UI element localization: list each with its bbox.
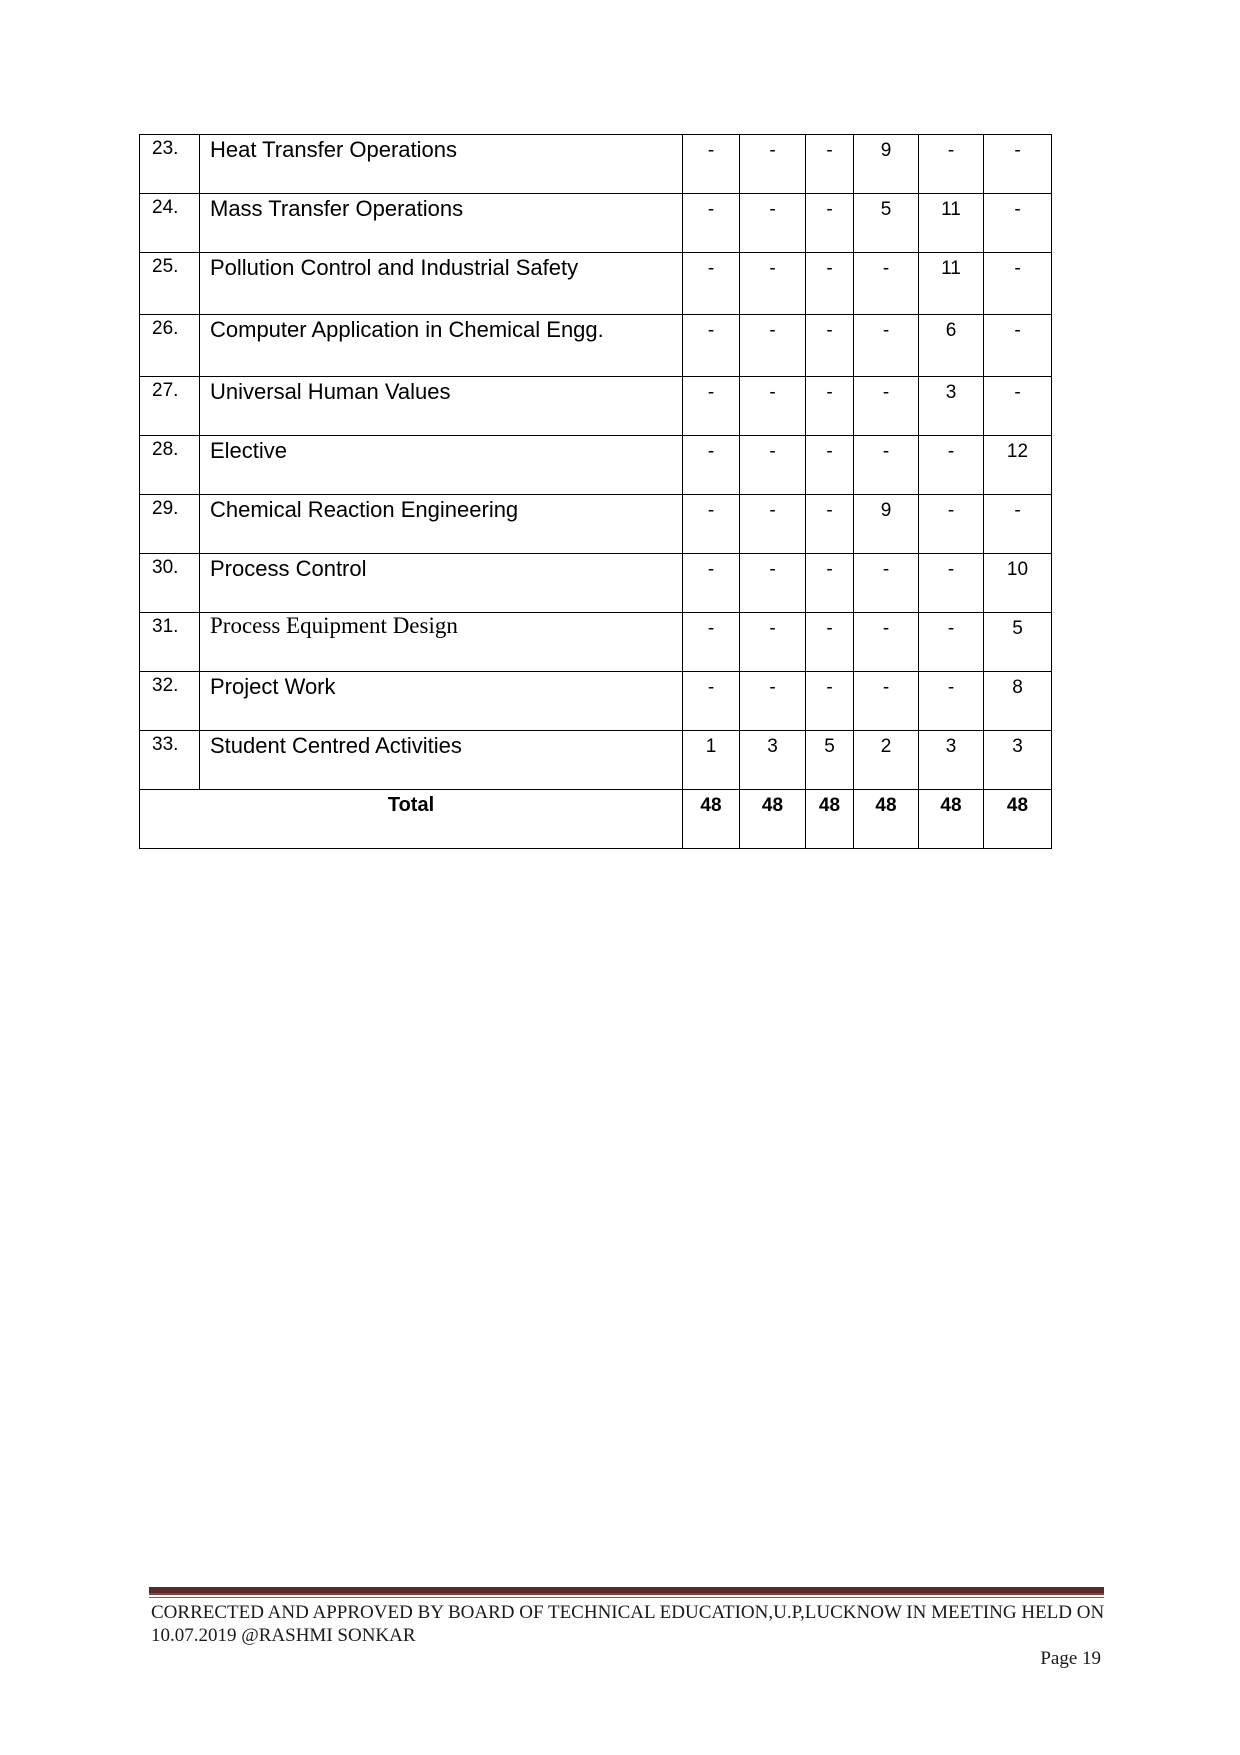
footer-approval-note: CORRECTED AND APPROVED BY BOARD OF TECHNICAL EDUCATION,U.P,LUCKNOW IN MEETING HELD ON 10.07.2019 @RASHMI SONKAR xyxy=(151,1602,1105,1646)
table-row xyxy=(140,377,1052,436)
serial-number: 30. xyxy=(140,554,200,613)
subject-name: Heat Transfer Operations xyxy=(200,135,683,194)
semester-2-value: - xyxy=(740,253,806,315)
table-row xyxy=(140,253,1052,315)
page-number: Page 19 xyxy=(1040,1648,1101,1669)
serial-number: 23. xyxy=(140,135,200,194)
table-row xyxy=(140,135,1052,194)
semester-5-value: - xyxy=(919,495,984,554)
semester-3-value: - xyxy=(806,135,854,194)
semester-4-value: - xyxy=(854,436,919,495)
semester-5-value: 11 xyxy=(919,253,984,315)
footer-divider xyxy=(149,1587,1104,1595)
semester-4-value: 2 xyxy=(854,731,919,790)
semester-3-value: - xyxy=(806,377,854,436)
semester-1-value: - xyxy=(683,613,740,672)
semester-2-value: - xyxy=(740,436,806,495)
semester-4-value: - xyxy=(854,377,919,436)
semester-1-value: - xyxy=(683,672,740,731)
serial-number: 24. xyxy=(140,194,200,253)
semester-6-value: - xyxy=(984,377,1052,436)
semester-6-value: 8 xyxy=(984,672,1052,731)
semester-2-value: - xyxy=(740,194,806,253)
semester-3-value: - xyxy=(806,672,854,731)
semester-5-value: 6 xyxy=(919,315,984,377)
semester-6-value: - xyxy=(984,194,1052,253)
semester-4-value: - xyxy=(854,554,919,613)
total-semester-5: 48 xyxy=(919,790,984,849)
semester-5-value: - xyxy=(919,436,984,495)
semester-4-value: 5 xyxy=(854,194,919,253)
subject-name: Chemical Reaction Engineering xyxy=(200,495,683,554)
semester-3-value: - xyxy=(806,554,854,613)
semester-1-value: - xyxy=(683,194,740,253)
serial-number: 28. xyxy=(140,436,200,495)
semester-5-value: - xyxy=(919,672,984,731)
serial-number: 26. xyxy=(140,315,200,377)
semester-1-value: - xyxy=(683,495,740,554)
semester-2-value: - xyxy=(740,315,806,377)
semester-1-value: - xyxy=(683,315,740,377)
total-semester-6: 48 xyxy=(984,790,1052,849)
table-row xyxy=(140,194,1052,253)
total-label: Total xyxy=(140,790,683,849)
subject-name: Project Work xyxy=(200,672,683,731)
semester-6-value: 3 xyxy=(984,731,1052,790)
subject-name: Computer Application in Chemical Engg. xyxy=(200,315,683,377)
footer-divider-thin xyxy=(149,1597,1104,1598)
subject-name: Pollution Control and Industrial Safety xyxy=(200,253,683,315)
total-semester-3: 48 xyxy=(806,790,854,849)
table-row xyxy=(140,436,1052,495)
semester-2-value: - xyxy=(740,554,806,613)
subject-name: Elective xyxy=(200,436,683,495)
semester-2-value: 3 xyxy=(740,731,806,790)
semester-2-value: - xyxy=(740,495,806,554)
semester-5-value: 3 xyxy=(919,731,984,790)
semester-1-value: 1 xyxy=(683,731,740,790)
table-row xyxy=(140,613,1052,672)
serial-number: 27. xyxy=(140,377,200,436)
semester-4-value: - xyxy=(854,253,919,315)
semester-5-value: - xyxy=(919,554,984,613)
subject-name: Universal Human Values xyxy=(200,377,683,436)
subject-name: Mass Transfer Operations xyxy=(200,194,683,253)
semester-6-value: - xyxy=(984,135,1052,194)
semester-3-value: - xyxy=(806,495,854,554)
semester-3-value: - xyxy=(806,315,854,377)
subject-name: Student Centred Activities xyxy=(200,731,683,790)
semester-2-value: - xyxy=(740,377,806,436)
semester-3-value: - xyxy=(806,194,854,253)
semester-3-value: 5 xyxy=(806,731,854,790)
total-semester-1: 48 xyxy=(683,790,740,849)
semester-6-value: - xyxy=(984,253,1052,315)
total-semester-4: 48 xyxy=(854,790,919,849)
serial-number: 32. xyxy=(140,672,200,731)
serial-number: 25. xyxy=(140,253,200,315)
semester-6-value: - xyxy=(984,315,1052,377)
semester-4-value: 9 xyxy=(854,135,919,194)
subject-name: Process Equipment Design xyxy=(200,613,683,672)
table-row xyxy=(140,731,1052,790)
semester-1-value: - xyxy=(683,253,740,315)
subject-name: Process Control xyxy=(200,554,683,613)
semester-1-value: - xyxy=(683,135,740,194)
total-semester-2: 48 xyxy=(740,790,806,849)
semester-1-value: - xyxy=(683,554,740,613)
semester-5-value: 3 xyxy=(919,377,984,436)
table-row xyxy=(140,554,1052,613)
semester-4-value: - xyxy=(854,672,919,731)
serial-number: 29. xyxy=(140,495,200,554)
table-row xyxy=(140,495,1052,554)
semester-2-value: - xyxy=(740,672,806,731)
semester-6-value: 10 xyxy=(984,554,1052,613)
semester-4-value: - xyxy=(854,315,919,377)
semester-4-value: - xyxy=(854,613,919,672)
semester-5-value: - xyxy=(919,135,984,194)
semester-6-value: - xyxy=(984,495,1052,554)
subject-distribution-table xyxy=(139,134,1052,849)
semester-5-value: - xyxy=(919,613,984,672)
serial-number: 33. xyxy=(140,731,200,790)
semester-4-value: 9 xyxy=(854,495,919,554)
semester-5-value: 11 xyxy=(919,194,984,253)
semester-3-value: - xyxy=(806,436,854,495)
semester-1-value: - xyxy=(683,377,740,436)
total-row xyxy=(140,790,1052,849)
semester-6-value: 12 xyxy=(984,436,1052,495)
serial-number: 31. xyxy=(140,613,200,672)
table-row xyxy=(140,315,1052,377)
semester-2-value: - xyxy=(740,135,806,194)
semester-3-value: - xyxy=(806,613,854,672)
semester-6-value: 5 xyxy=(984,613,1052,672)
semester-2-value: - xyxy=(740,613,806,672)
semester-1-value: - xyxy=(683,436,740,495)
semester-3-value: - xyxy=(806,253,854,315)
table-row xyxy=(140,672,1052,731)
